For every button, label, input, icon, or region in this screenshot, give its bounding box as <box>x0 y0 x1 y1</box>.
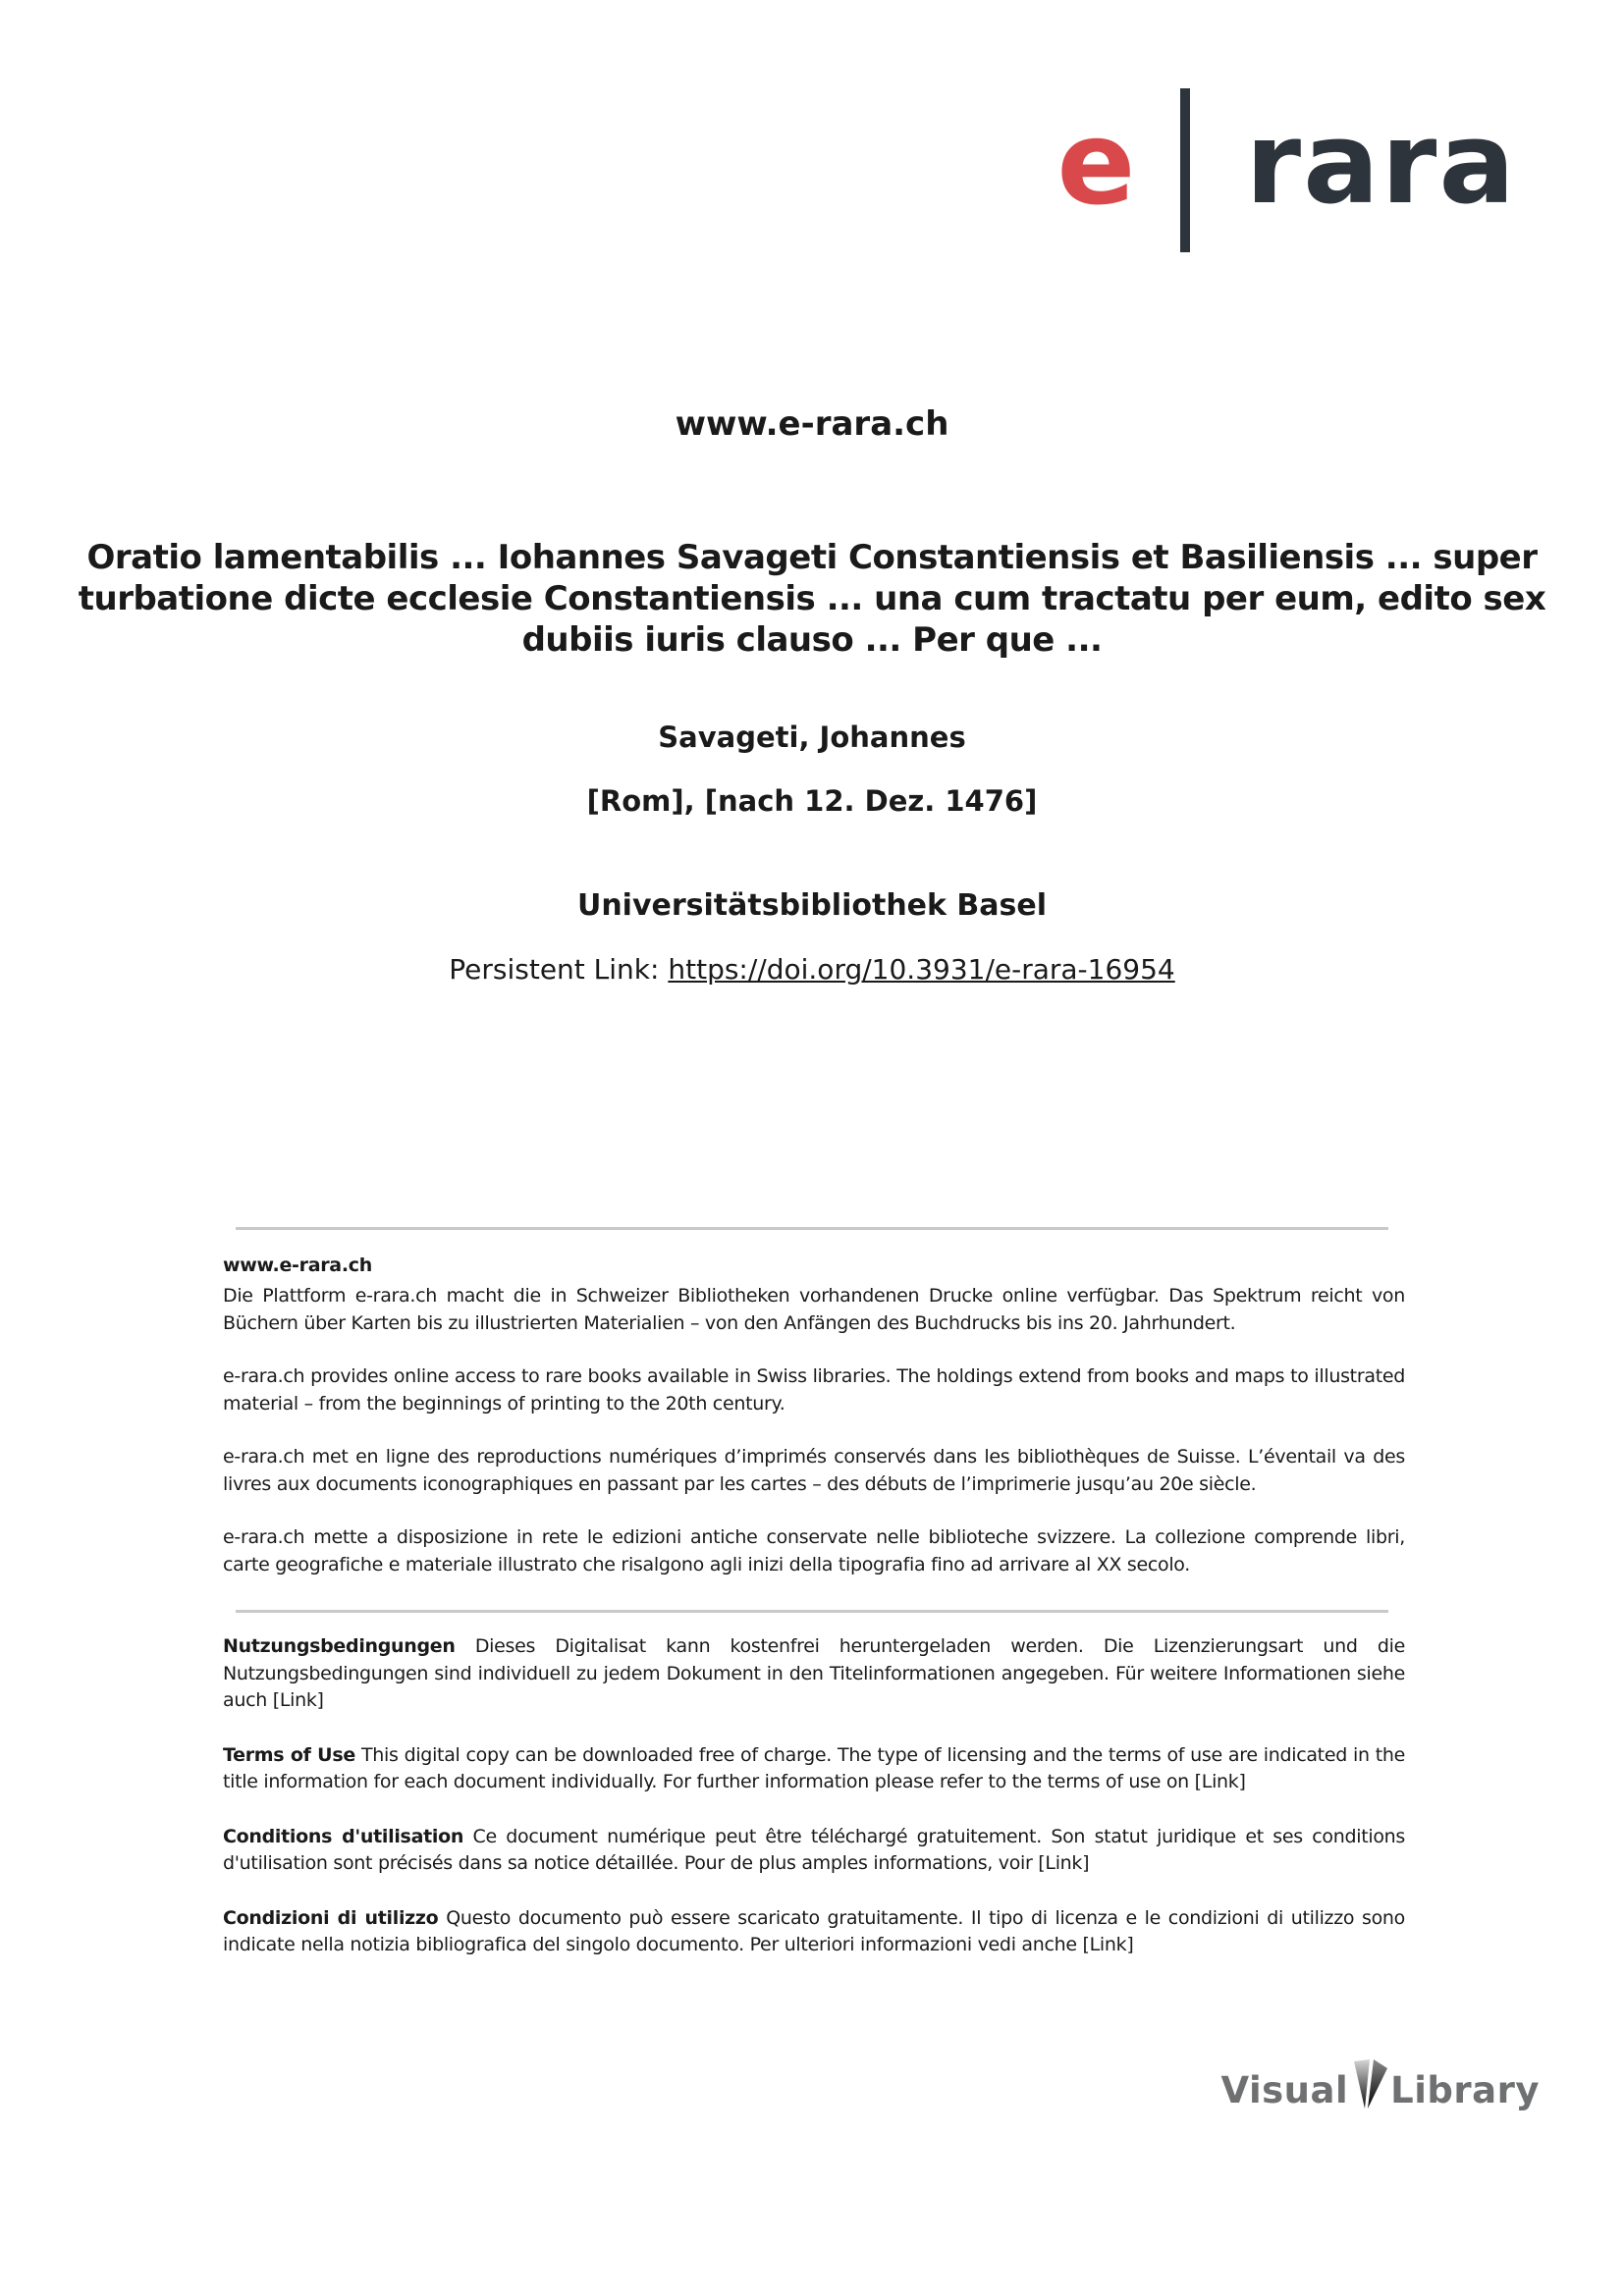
site-url-heading: www.e-rara.ch <box>675 404 949 444</box>
about-paragraph-en: e-rara.ch provides online access to rare books available in Swiss libraries. The holdings extend from books and maps to illustrated material – from the beginnings of printing to the 20th century. <box>223 1365 1405 1415</box>
visual-library-icon <box>1353 2059 1388 2109</box>
terms-item-it <box>223 1905 1405 1959</box>
about-paragraph-fr: e-rara.ch met en ligne des reproductions numériques d’imprimés conservés dans les bibliothèques de Suisse. L’éventail va des livres aux documents iconographiques en passant par les cartes – des débuts de l’imprimerie jusqu’au 20e siècle. <box>223 1446 1405 1495</box>
e-rara-logo <box>1056 88 1517 252</box>
terms-link-de[interactable]: [Link] <box>272 1689 324 1711</box>
visual-library-logo <box>1220 2059 1540 2109</box>
e-rara-logo-divider <box>1180 88 1190 252</box>
persistent-link-line <box>0 953 1624 986</box>
terms-item-text-de: Dieses Digitalisat kann kostenfrei heruntergeladen werden. Die Lizenzierungsart und die Nutzungsbedingungen sind individuell zu jedem Dokument in den Titelinformationen angegeben. Für weitere Informationen siehe auch <box>223 1635 1405 1711</box>
terms-link-it[interactable]: [Link] <box>1082 1934 1134 1955</box>
section-divider <box>236 1610 1388 1613</box>
about-paragraph-it: e-rara.ch mette a disposizione in rete le edizioni antiche conservate nelle biblioteche svizzere. La collezione comprende libri, carte geografiche e materiale illustrato che risalgono agli inizi della tipografia fino ad arrivare al XX secolo. <box>223 1526 1405 1575</box>
document-title: Oratio lamentabilis ... Iohannes Savageti Constantiensis et Basiliensis ... super turbatione dicte ecclesie Constantiensis ... una cum tractatu per eum, edito sex dubiis iuris clauso ... Per que ... <box>78 538 1546 660</box>
persistent-link[interactable]: https://doi.org/10.3931/e-rara-16954 <box>668 953 1175 986</box>
publication-imprint: [Rom], [nach 12. Dez. 1476] <box>586 784 1038 818</box>
about-section <box>223 1255 1405 1578</box>
e-rara-logo-wordmark: rara <box>1245 98 1517 230</box>
terms-item-text-it: Questo documento può essere scaricato gratuitamente. Il tipo di licenza e le condizioni di utilizzo sono indicate nella notizia bibliografica del singolo documento. Per ulteriori informazioni vedi anche <box>223 1906 1405 1955</box>
terms-link-en[interactable]: [Link] <box>1194 1771 1246 1792</box>
e-rara-logo-e-mark: e <box>1056 95 1136 231</box>
terms-item-en <box>223 1742 1405 1796</box>
terms-item-de <box>223 1633 1405 1715</box>
about-heading: www.e-rara.ch <box>223 1255 372 1276</box>
terms-item-text-fr: Ce document numérique peut être téléchargé gratuitement. Son statut juridique et ses conditions d'utilisation sont précisés dans sa notice détaillée. Pour de plus amples informations, voir <box>223 1825 1406 1874</box>
about-paragraph-de: Die Plattform e-rara.ch macht die in Schweizer Bibliotheken vorhandenen Drucke online verfügbar. Das Spektrum reicht von Büchern über Karten bis zu illustrierten Materialien – von den Anfängen des Buchdrucks bis ins 20. Jahrhundert. <box>223 1285 1405 1334</box>
terms-item-label-de: Nutzungsbedingungen <box>223 1635 456 1657</box>
persistent-link-label: Persistent Link: <box>449 953 660 986</box>
visual-library-word1: Visual <box>1220 2069 1349 2111</box>
holding-library: Universitätsbibliothek Basel <box>576 888 1048 923</box>
document-author: Savageti, Johannes <box>658 721 966 754</box>
section-divider <box>236 1227 1388 1230</box>
terms-item-text-en: This digital copy can be downloaded free of charge. The type of licensing and the terms of use are indicated in the title information for each document individually. For further information please refer to the terms of use on <box>223 1743 1406 1792</box>
terms-item-fr <box>223 1824 1405 1878</box>
terms-item-label-en: Terms of Use <box>223 1743 355 1766</box>
terms-section <box>223 1633 1405 1987</box>
terms-item-label-it: Condizioni di utilizzo <box>223 1906 439 1929</box>
terms-link-fr[interactable]: [Link] <box>1038 1852 1090 1874</box>
visual-library-word2: Library <box>1390 2069 1540 2111</box>
terms-item-label-fr: Conditions d'utilisation <box>223 1825 464 1847</box>
